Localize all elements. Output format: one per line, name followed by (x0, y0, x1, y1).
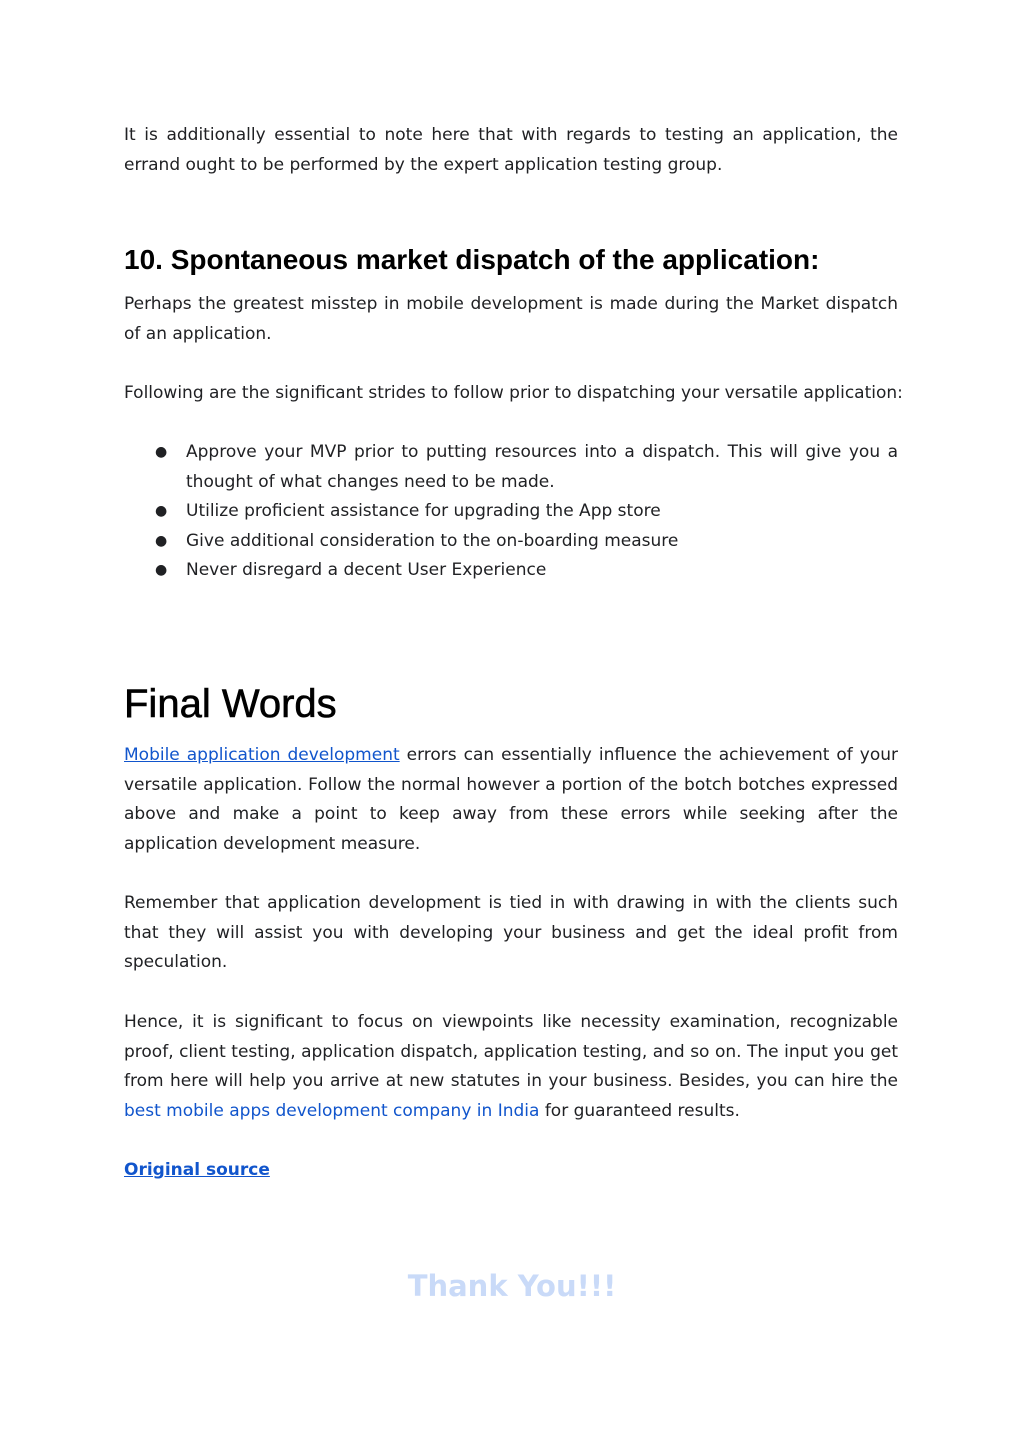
best-mobile-apps-company-link[interactable]: best mobile apps development company in India (124, 1100, 540, 1121)
steps-bullet-list (124, 438, 898, 586)
thank-you-text: Thank You!!! (407, 1269, 617, 1303)
section-heading: 10. Spontaneous market dispatch of the application: (124, 244, 820, 275)
final-words-heading: Final Words (124, 682, 337, 726)
final-paragraph-3 (124, 1008, 898, 1126)
source-paragraph (124, 1156, 270, 1186)
final-paragraph-1-text: errors can essentially influence the achievement of your versatile application. Follow the normal however a portion of the botch botches expressed above and make a point to keep away from these errors while seeking after the application development measure. (124, 745, 898, 854)
list-item-text: Approve your MVP prior to putting resources into a dispatch. This will give you a thought of what changes need to be made. (186, 442, 898, 492)
list-item-text: Utilize proficient assistance for upgrading the App store (186, 501, 661, 522)
list-item (124, 438, 898, 497)
final-paragraph-1 (124, 741, 898, 859)
list-item-text: Never disregard a decent User Experience (186, 560, 547, 581)
list-item-text: Give additional consideration to the on-boarding measure (186, 530, 679, 551)
list-item (124, 556, 898, 586)
section-paragraph-2: Following are the significant strides to follow prior to dispatching your versatile application: (124, 383, 903, 403)
bullet-icon: ● (155, 444, 168, 460)
mobile-app-development-link[interactable]: Mobile application development (124, 745, 400, 765)
list-item (124, 497, 898, 527)
bullet-icon: ● (155, 562, 168, 579)
bullet-icon: ● (155, 503, 168, 520)
final-paragraph-2: Remember that application development is tied in with drawing in with the clients such that they will assist you with developing your business and get the ideal profit from speculation. (124, 893, 898, 973)
bullet-icon: ● (155, 532, 168, 549)
final-paragraph-3-text-after: for guaranteed results. (539, 1100, 740, 1121)
final-paragraph-3-text-before: Hence, it is significant to focus on viewpoints like necessity examination, recognizable proof, client testing, application dispatch, application testing, and so on. The input you get from here will help you arrive at new statutes in your business. Besides, you can hire the (124, 1012, 898, 1092)
section-paragraph-1: Perhaps the greatest misstep in mobile development is made during the Market dispatch of an application. (124, 294, 898, 344)
original-source-link[interactable]: Original source (124, 1160, 270, 1180)
intro-paragraph: It is additionally essential to note here that with regards to testing an application, the errand ought to be performed by the expert application testing group. (124, 125, 898, 175)
list-item (124, 527, 898, 557)
